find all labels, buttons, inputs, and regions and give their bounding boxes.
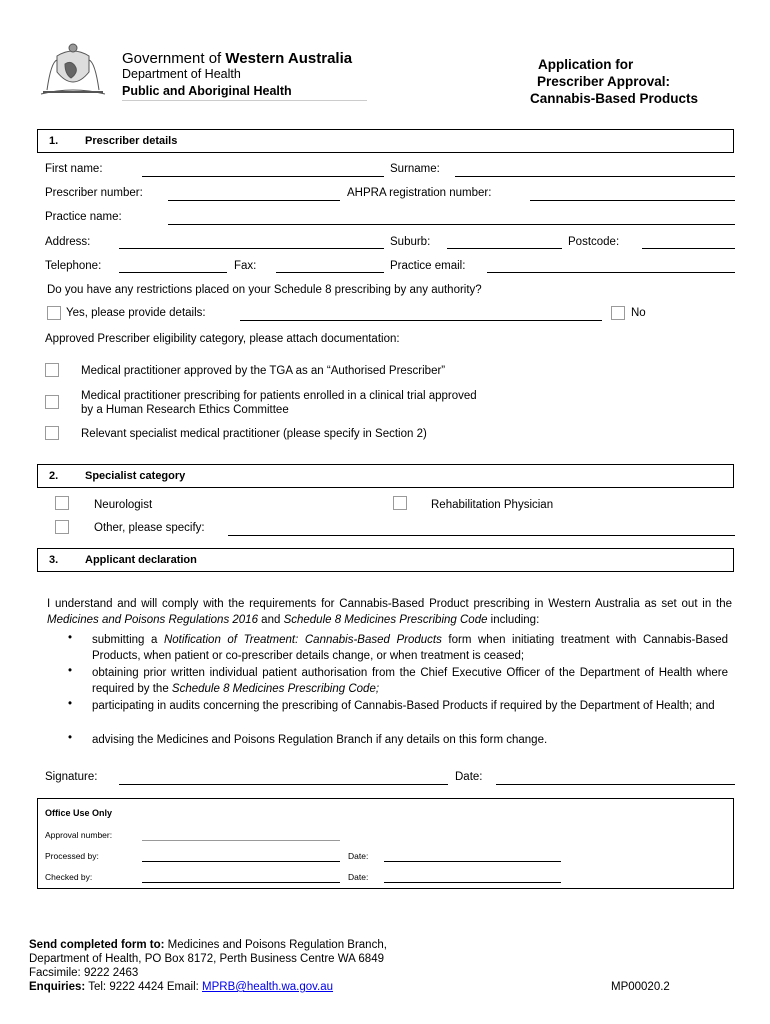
approval-number-label: Approval number: (45, 830, 113, 840)
bullet-1-marker: • (68, 632, 73, 644)
no-label: No (631, 307, 646, 319)
declaration-date-field[interactable] (496, 784, 735, 785)
postcode-label: Postcode: (568, 236, 620, 248)
rehab-physician-checkbox[interactable] (393, 496, 407, 510)
government-title: Government of Western Australia (122, 50, 353, 67)
checked-by-label: Checked by: (45, 872, 93, 882)
surname-field[interactable] (455, 176, 735, 177)
declaration-bullet-1: submitting a Notification of Treatment: Cannabis-Based Products form when initiating treatment with Cannabis-Based Products, when patient or co-prescriber details change, or when treatment is ceased; (92, 634, 728, 662)
department-name: Department of Health (122, 67, 241, 81)
approval-number-field[interactable] (142, 840, 340, 841)
practice-email-label: Practice email: (390, 260, 466, 272)
form-code: MP00020.2 (611, 981, 670, 993)
other-specialist-label: Other, please specify: (94, 522, 205, 534)
processed-date-label: Date: (348, 851, 369, 861)
declaration-intro: I understand and will comply with the requirements for Cannabis-Based Product prescribing in Western Australia as set out in the Medicines and Poisons Regulations 2016 and Schedule 8 Medicines Prescribing Code including: (47, 598, 732, 626)
practice-name-label: Practice name: (45, 211, 122, 223)
processed-by-field[interactable] (142, 861, 340, 862)
clinical-trial-label-line1: Medical practitioner prescribing for patients enrolled in a clinical trial approved (81, 390, 477, 402)
checked-date-label: Date: (348, 872, 369, 882)
no-checkbox[interactable] (611, 306, 625, 320)
restrictions-question: Do you have any restrictions placed on your Schedule 8 prescribing by any authority? (47, 284, 482, 296)
processed-date-field[interactable] (384, 861, 561, 862)
postcode-field[interactable] (642, 248, 735, 249)
postal-address: Department of Health, PO Box 8172, Perth Business Centre WA 6849 (29, 953, 384, 965)
office-use-box (37, 798, 734, 889)
fax-field[interactable] (276, 272, 384, 273)
yes-label: Yes, please provide details: (66, 307, 206, 319)
section-1-header: 1. Prescriber details (37, 129, 734, 153)
practice-name-field[interactable] (168, 224, 735, 225)
bullet-2-marker: • (68, 665, 73, 677)
signature-label: Signature: (45, 771, 98, 783)
processed-by-label: Processed by: (45, 851, 99, 861)
checked-date-field[interactable] (384, 882, 561, 883)
first-name-label: First name: (45, 163, 103, 175)
ahpra-label: AHPRA registration number: (347, 187, 492, 199)
yes-checkbox[interactable] (47, 306, 61, 320)
declaration-bullet-4: advising the Medicines and Poisons Regulation Branch if any details on this form change. (92, 734, 548, 746)
bullet-3-marker: • (68, 698, 73, 710)
signature-field[interactable] (119, 784, 448, 785)
clinical-trial-checkbox[interactable] (45, 395, 59, 409)
address-field[interactable] (119, 248, 384, 249)
neurologist-checkbox[interactable] (55, 496, 69, 510)
address-label: Address: (45, 236, 91, 248)
fax-label: Fax: (234, 260, 257, 272)
header-rule (122, 100, 367, 101)
form-title-line1: Application for (538, 57, 634, 72)
division-name: Public and Aboriginal Health (122, 84, 292, 98)
crest-logo (37, 42, 109, 98)
form-title-line3: Cannabis-Based Products (530, 91, 699, 106)
ahpra-field[interactable] (530, 200, 735, 201)
suburb-label: Suburb: (390, 236, 431, 248)
prescriber-number-field[interactable] (168, 200, 340, 201)
telephone-field[interactable] (119, 272, 227, 273)
practice-email-field[interactable] (487, 272, 735, 273)
clinical-trial-label-line2: by a Human Research Ethics Committee (81, 404, 289, 416)
declaration-bullet-2: obtaining prior written individual patient authorisation from the Chief Executive Officer of the Department of Health where required by the Schedule 8 Medicines Prescribing Code; (92, 667, 728, 695)
first-name-field[interactable] (142, 176, 384, 177)
facsimile: Facsimile: 9222 2463 (29, 967, 139, 979)
rehab-physician-label: Rehabilitation Physician (431, 499, 554, 511)
section-3-header: 3. Applicant declaration (37, 548, 734, 572)
other-specialist-checkbox[interactable] (55, 520, 69, 534)
specialist-checkbox[interactable] (45, 426, 59, 440)
telephone-label: Telephone: (45, 260, 102, 272)
neurologist-label: Neurologist (94, 499, 153, 511)
restrictions-details-field[interactable] (240, 320, 602, 321)
other-specialist-field[interactable] (228, 535, 735, 536)
surname-label: Surname: (390, 163, 440, 175)
eligibility-prompt: Approved Prescriber eligibility category, please attach documentation: (45, 333, 400, 345)
specialist-label: Relevant specialist medical practitioner (please specify in Section 2) (81, 428, 427, 440)
prescriber-number-label: Prescriber number: (45, 187, 143, 199)
office-use-title: Office Use Only (45, 808, 113, 818)
section-2-header: 2. Specialist category (37, 464, 734, 488)
bullet-4-marker: • (68, 732, 73, 744)
tga-authorised-label: Medical practitioner approved by the TGA as an “Authorised Prescriber” (81, 365, 446, 377)
suburb-field[interactable] (447, 248, 562, 249)
tga-authorised-checkbox[interactable] (45, 363, 59, 377)
enquiries: Enquiries: Tel: 9222 4424 Email: MPRB@health.wa.gov.au (29, 981, 334, 993)
send-to: Send completed form to: Medicines and Poisons Regulation Branch, (29, 939, 387, 951)
email-link[interactable]: MPRB@health.wa.gov.au (202, 981, 334, 993)
declaration-date-label: Date: (455, 771, 483, 783)
form-title-line2: Prescriber Approval: (537, 74, 671, 89)
checked-by-field[interactable] (142, 882, 340, 883)
declaration-bullet-3: participating in audits concerning the prescribing of Cannabis-Based Products if required by the Department of Health; and (92, 700, 715, 712)
